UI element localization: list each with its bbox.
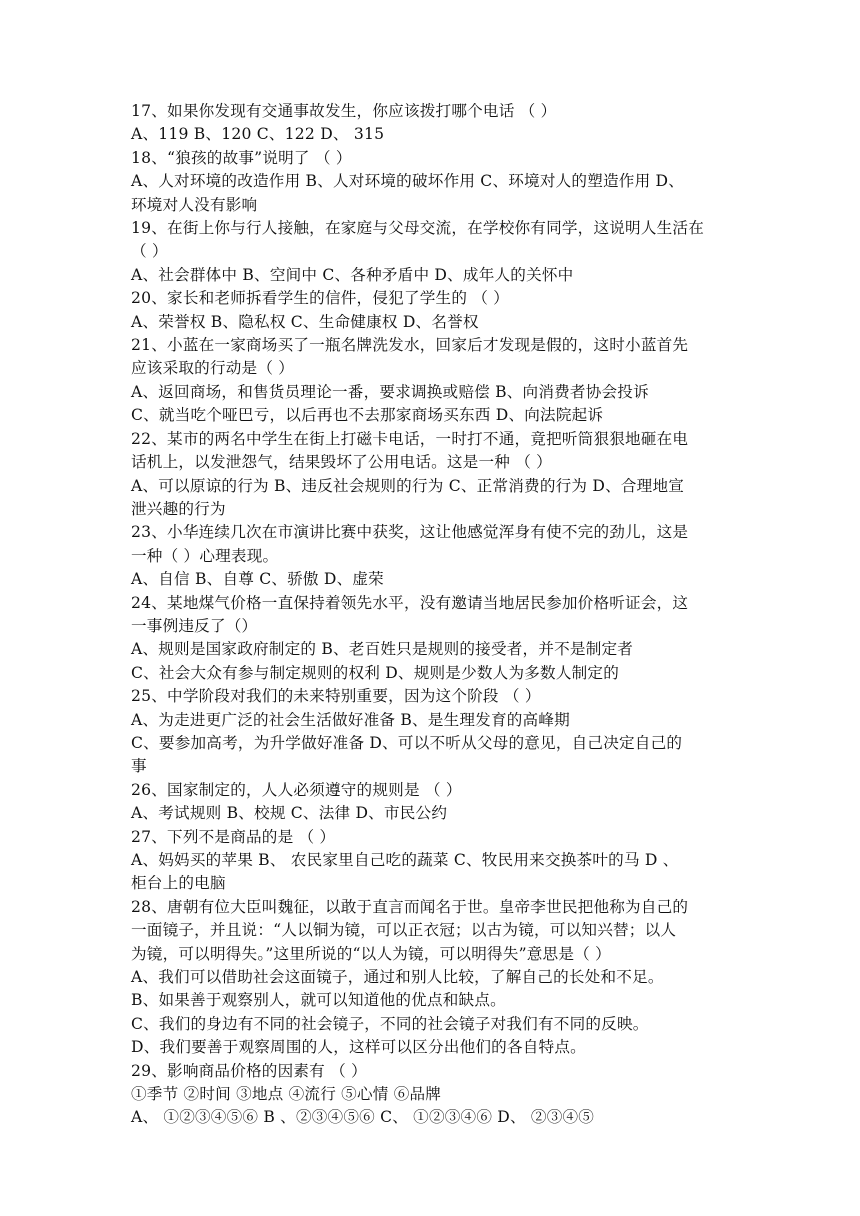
document-page: [131, 100, 741, 1130]
question-28-option-a: A、我们可以借助社会这面镜子，通过和别人比较，了解自己的长处和不足。: [131, 968, 664, 987]
question-22-options: A、可以原谅的行为 B、违反社会规则的行为 C、正常消费的行为 D、合理地宣: [131, 476, 685, 495]
question-24: 24、某地煤气价格一直保持着领先水平，没有邀请当地居民参加价格听证会，这: [131, 593, 689, 612]
question-27: 27、下列不是商品的是 （ ）: [131, 827, 336, 846]
question-24-options-cd: C、社会大众有参与制定规则的权利 D、规则是少数人为多数人制定的: [131, 663, 620, 682]
question-25-options-cont: 事: [131, 757, 147, 776]
question-20-options: A、荣誉权 B、隐私权 C、生命健康权 D、名誉权: [131, 312, 479, 331]
question-29: 29、影响商品价格的因素有 （ ）: [131, 1061, 367, 1080]
question-28-option-c: C、我们的身边有不同的社会镜子，不同的社会镜子对我们有不同的反映。: [131, 1014, 649, 1033]
question-21-cont: 应该采取的行动是（ ）: [131, 359, 295, 378]
question-21-options-ab: A、返回商场，和售货员理论一番，要求调换或赔偿 B、向消费者协会投诉: [131, 382, 649, 401]
question-24-cont: 一事例违反了（）: [131, 616, 258, 635]
question-28-option-b: B、如果善于观察别人，就可以知道他的优点和缺点。: [131, 991, 506, 1010]
question-18-options-cont: 环境对人没有影响: [131, 195, 258, 214]
question-22: 22、某市的两名中学生在街上打磁卡电话，一时打不通，竟把听筒狠狠地砸在电: [131, 429, 689, 448]
question-25-options-ab: A、为走进更广泛的社会生活做好准备 B、是生理发育的高峰期: [131, 710, 570, 729]
question-19: 19、在街上你与行人接触，在家庭与父母交流，在学校你有同学，这说明人生活在: [131, 219, 705, 238]
question-29-factors: ①季节 ②时间 ③地点 ④流行 ⑤心情 ⑥品牌: [131, 1085, 442, 1104]
question-18-options: A、人对环境的改造作用 B、人对环境的破坏作用 C、环境对人的塑造作用 D、: [131, 172, 685, 191]
question-19-cont: （ ）: [131, 242, 168, 261]
question-18: 18、“狼孩的故事”说明了 （ ）: [131, 148, 352, 167]
question-22-cont: 话机上，以发泄怨气，结果毁坏了公用电话。这是一种 （ ）: [131, 453, 552, 472]
question-22-options-cont: 泄兴趣的行为: [131, 499, 226, 518]
question-24-options-ab: A、规则是国家政府制定的 B、老百姓只是规则的接受者，并不是制定者: [131, 640, 634, 659]
question-29-options: A、 ①②③④⑤⑥ B 、②③④⑤⑥ C、 ①②③④⑥ D、 ②③④⑤: [131, 1108, 595, 1127]
question-20: 20、家长和老师拆看学生的信件，侵犯了学生的 （ ）: [131, 289, 510, 308]
question-28-option-d: D、我们要善于观察周围的人，这样可以区分出他们的各自特点。: [131, 1038, 586, 1057]
question-17-options: A、119 B、120 C、122 D、 315: [131, 125, 385, 144]
question-28: 28、唐朝有位大臣叫魏征，以敢于直言而闻名于世。皇帝李世民把他称为自己的: [131, 897, 689, 916]
question-28-cont-1: 一面镜子，并且说：“人以铜为镜，可以正衣冠；以古为镜，可以知兴替；以人: [131, 921, 677, 940]
question-26-options: A、考试规则 B、校规 C、法律 D、市民公约: [131, 804, 448, 823]
question-28-cont-2: 为镜，可以明得失。”这里所说的“以人为镜，可以明得失”意思是（ ）: [131, 944, 611, 963]
question-21-options-cd: C、就当吃个哑巴亏，以后再也不去那家商场买东西 D、向法院起诉: [131, 406, 604, 425]
question-27-options-cont: 柜台上的电脑: [131, 874, 226, 893]
question-23-cont: 一种（ ）心理表现。: [131, 546, 279, 565]
question-21: 21、小蓝在一家商场买了一瓶名牌洗发水，回家后才发现是假的，这时小蓝首先: [131, 336, 689, 355]
question-25-options-cd: C、要参加高考，为升学做好准备 D、可以不听从父母的意见，自己决定自己的: [131, 733, 683, 752]
question-23: 23、小华连续几次在市演讲比赛中获奖，这让他感觉浑身有使不完的劲儿，这是: [131, 523, 689, 542]
question-27-options: A、妈妈买的苹果 B、 农民家里自己吃的蔬菜 C、牧民用来交换茶叶的马 D 、: [131, 851, 679, 869]
question-19-options: A、社会群体中 B、空间中 C、各种矛盾中 D、成年人的关怀中: [131, 265, 574, 284]
question-23-options: A、自信 B、自尊 C、骄傲 D、虚荣: [131, 570, 384, 589]
question-26: 26、国家制定的，人人必须遵守的规则是 （ ）: [131, 780, 462, 799]
question-25: 25、中学阶段对我们的未来特别重要，因为这个阶段 （ ）: [131, 687, 541, 706]
question-17: 17、如果你发现有交通事故发生，你应该拨打哪个电话 （ ）: [131, 102, 557, 120]
